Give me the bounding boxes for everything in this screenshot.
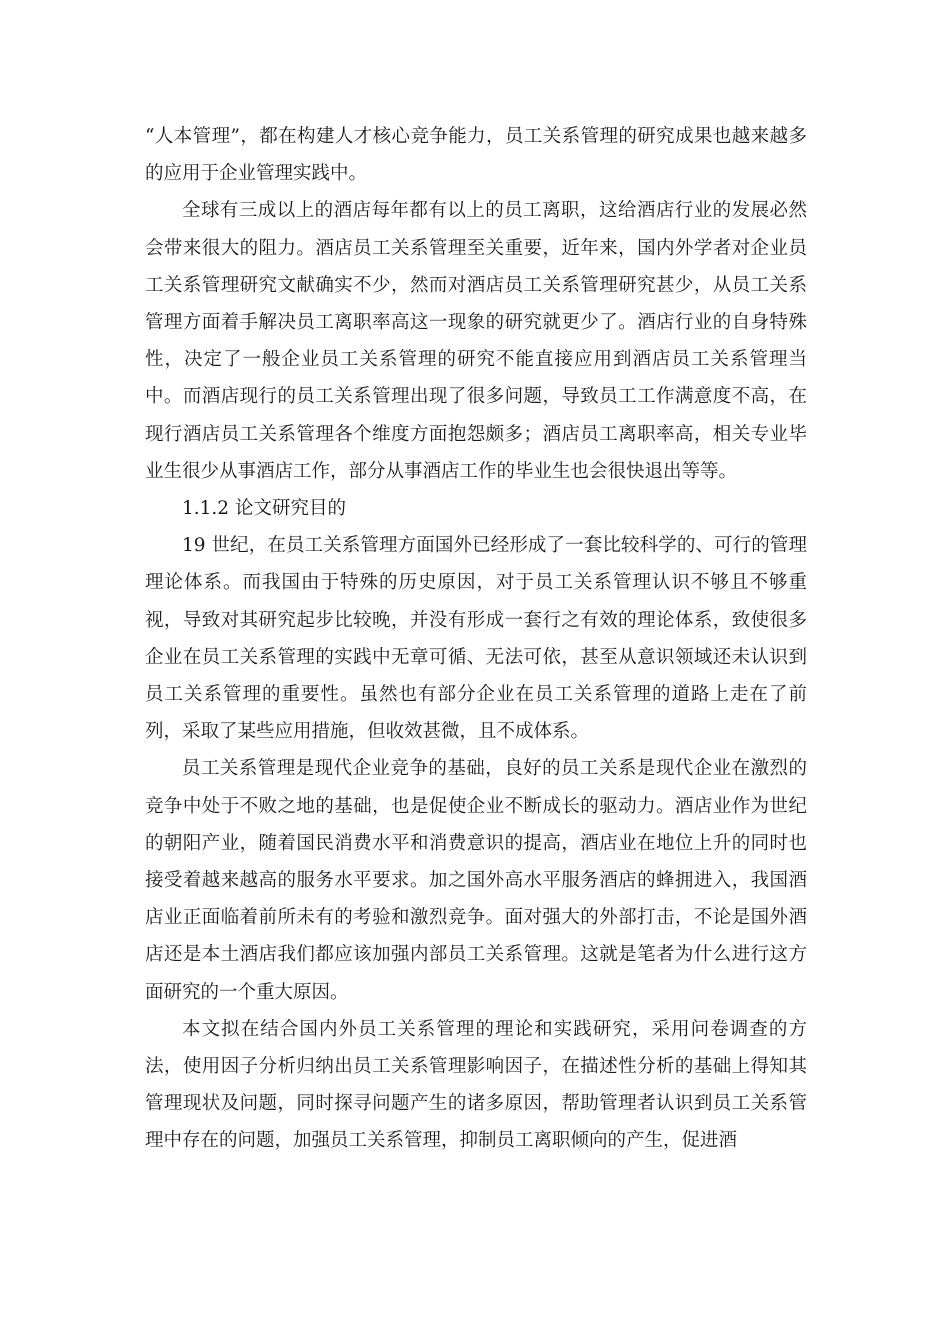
paragraph-continuation: “人本管理”，都在构建人才核心竞争能力，员工关系管理的研究成果也越来越多的应用于企业管理实践中。 [145,126,807,185]
document-body [145,118,807,1160]
paragraph-study-method: 本文拟在结合国内外员工关系管理的理论和实践研究，采用问卷调查的方法，使用因子分析归纳出员工关系管理影响因子，在描述性分析的基础上得知其管理现状及问题，同时探寻问题产生的诸多原因，帮助管理者认识到员工关系管理中存在的问题，加强员工关系管理，抑制员工离职倾向的产生，促进酒 [145,1018,807,1152]
paragraph-19th-century: 19 世纪，在员工关系管理方面国外已经形成了一套比较科学的、可行的管理理论体系。而我国由于特殊的历史原因，对于员工关系管理认识不够且不够重视，导致对其研究起步比较晚，并没有形成一套行之有效的理论体系，致使很多企业在员工关系管理的实践中无章可循、无法可依，甚至从意识领域还未认识到员工关系管理的重要性。虽然也有部分企业在员工关系管理的道路上走在了前列，采取了某些应用措施，但收效甚微，且不成体系。 [145,535,807,743]
paragraph-employee-relations-basis: 员工关系管理是现代企业竞争的基础，良好的员工关系是现代企业在激烈的竞争中处于不败之地的基础，也是促使企业不断成长的驱动力。酒店业作为世纪的朝阳产业，随着国民消费水平和消费意识的提高，酒店业在地位上升的同时也接受着越来越高的服务水平要求。加之国外高水平服务酒店的蜂拥进入，我国酒店业正面临着前所未有的考验和激烈竞争。面对强大的外部打击，不论是国外酒店还是本土酒店我们都应该加强内部员工关系管理。这就是笔者为什么进行这方面研究的一个重大原因。 [145,758,807,1003]
paragraph-hotel-turnover: 全球有三成以上的酒店每年都有以上的员工离职，这给酒店行业的发展必然会带来很大的阻力。酒店员工关系管理至关重要，近年来，国内外学者对企业员工关系管理研究文献确实不少，然而对酒店员工关系管理研究甚少，从员工关系管理方面着手解决员工离职率高这一现象的研究就更少了。酒店行业的自身特殊性，决定了一般企业员工关系管理的研究不能直接应用到酒店员工关系管理当中。而酒店现行的员工关系管理出现了很多问题，导致员工工作满意度不高，在现行酒店员工关系管理各个维度方面抱怨颇多；酒店员工离职率高，相关专业毕业生很少从事酒店工作，部分从事酒店工作的毕业生也会很快退出等等。 [145,200,807,482]
section-heading-research-purpose: 1.1.2 论文研究目的 [182,498,346,520]
